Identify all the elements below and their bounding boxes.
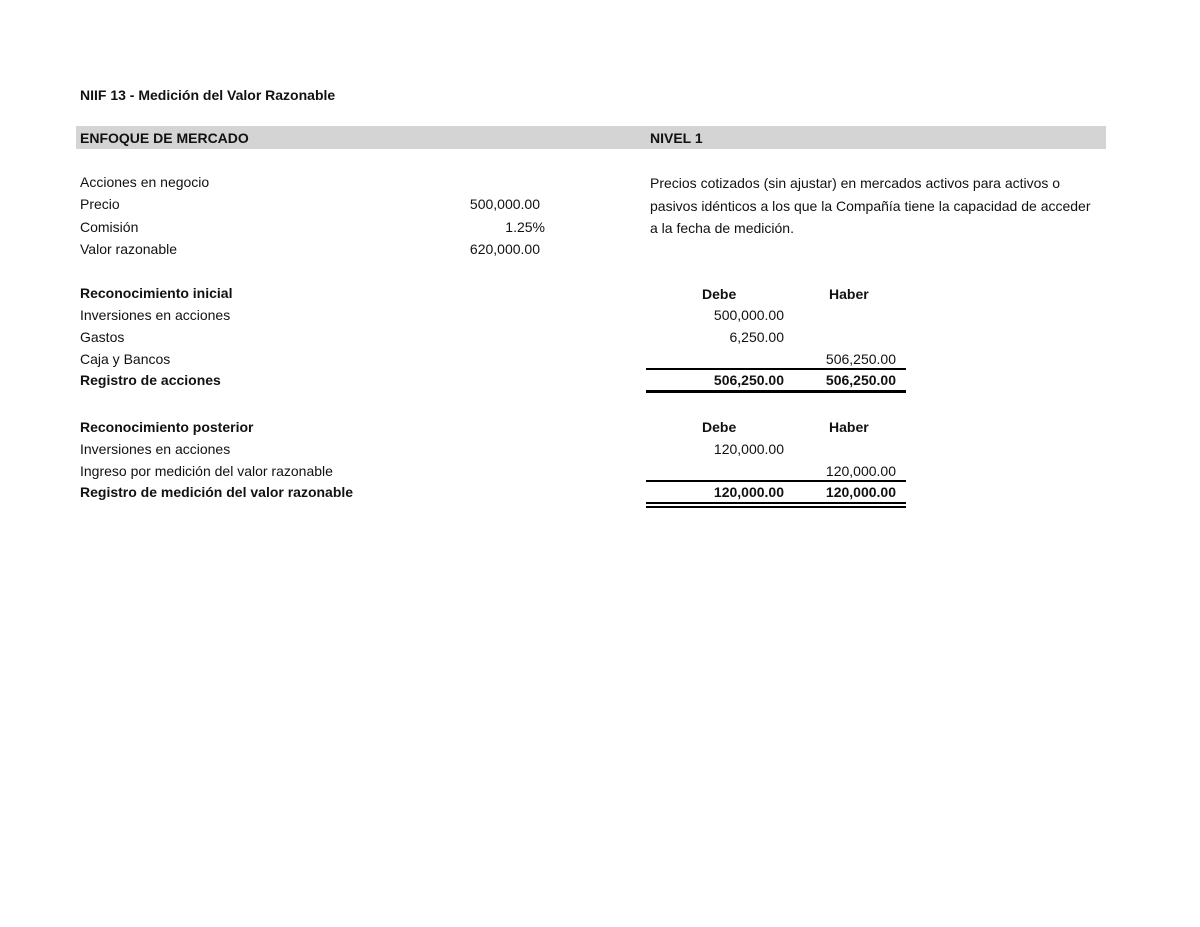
subsequent-row-label: Ingreso por medición del valor razonable [80,463,333,479]
initial-row-label: Caja y Bancos [80,351,171,367]
subsequent-total-credit: 120,000.00 [825,484,896,500]
initial-row-label: Gastos [80,329,125,345]
initial-row-debit: 500,000.00 [713,307,784,323]
subsequent-row-credit: 120,000.00 [825,463,896,479]
subsequent-total-debit: 120,000.00 [713,484,784,500]
commission-value: 1.25% [505,219,545,235]
approach-heading: ENFOQUE DE MERCADO [80,130,249,146]
initial-row-label: Inversiones en acciones [80,307,231,323]
subsequent-total-rule-top [646,502,906,504]
initial-debit-header: Debe [702,286,737,302]
commission-label: Comisión [80,219,139,235]
subsequent-credit-header: Haber [829,419,869,435]
page-title: NIIF 13 - Medición del Valor Razonable [80,87,336,103]
initial-row-debit: 6,250.00 [729,329,784,345]
price-label: Precio [80,196,120,212]
subsequent-total-label: Registro de medición del valor razonable [80,484,354,500]
shares-label: Acciones en negocio [80,174,210,190]
initial-total-label: Registro de acciones [80,372,221,388]
subsequent-debit-header: Debe [702,419,737,435]
initial-total-debit: 506,250.00 [713,372,784,388]
initial-total-rule [646,390,906,393]
fair-value-label: Valor razonable [80,241,178,257]
fair-value-value: 620,000.00 [469,241,540,257]
initial-row-credit: 506,250.00 [825,351,896,367]
initial-credit-header: Haber [829,286,869,302]
subsequent-heading: Reconocimiento posterior [80,419,254,435]
subsequent-row-debit: 120,000.00 [713,441,784,457]
price-value: 500,000.00 [469,196,540,212]
subsequent-subtotal-rule [646,480,906,482]
level-heading: NIVEL 1 [650,130,703,146]
subsequent-total-rule-bottom [646,506,906,508]
subsequent-row-label: Inversiones en acciones [80,441,231,457]
level-description: Precios cotizados (sin ajustar) en mercados activos para activos o pasivos idénticos a los que la Compañía tiene la capacidad de acceder a la fecha de medición. [650,175,1091,236]
initial-subtotal-rule [646,368,906,370]
initial-total-credit: 506,250.00 [825,372,896,388]
initial-heading: Reconocimiento inicial [80,285,233,301]
